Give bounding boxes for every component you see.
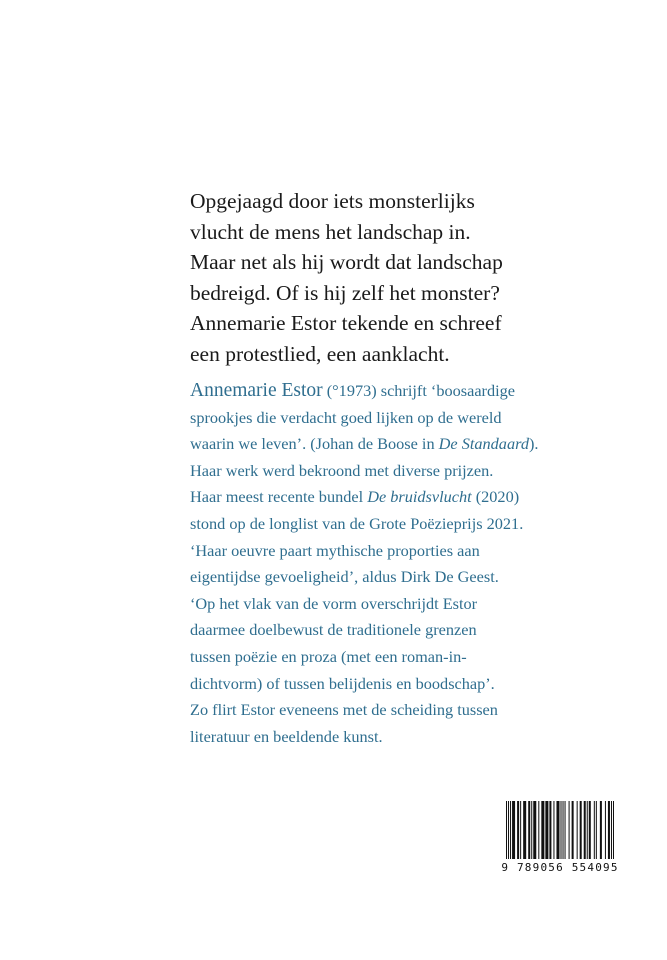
barcode-bar: [584, 801, 586, 859]
bio-line: daarmee doelbewust de traditionele grenzen: [190, 620, 477, 640]
bio-line: ‘Haar oeuvre paart mythische proporties aan: [190, 540, 480, 560]
bio-line: Zo flirt Estor eveneens met de scheiding tussen: [190, 700, 498, 720]
barcode-bar: [608, 801, 610, 859]
barcode-bar: [577, 801, 578, 859]
bio-line: eigentijdse gevoeligheid’, aldus Dirk De Geest.: [190, 567, 499, 587]
author-name: Annemarie Estor: [190, 380, 323, 401]
barcode-bar: [517, 801, 519, 859]
book-title: De bruidsvlucht: [367, 487, 472, 507]
bio-line: literatuur en beeldende kunst.: [190, 726, 383, 746]
barcode-bar: [523, 801, 526, 859]
bio-text: (2020): [471, 487, 520, 507]
intro-line: een protestlied, een aanklacht.: [190, 341, 450, 366]
bio-text: waarin we leven’. (Johan de Boose in: [190, 434, 439, 454]
barcode-bar: [613, 801, 614, 859]
intro-line: Opgejaagd door iets monsterlijks: [190, 189, 475, 213]
intro-line: Maar net als hij wordt dat landschap: [190, 250, 503, 274]
barcode-bar: [600, 801, 602, 859]
barcode-bar: [587, 801, 588, 859]
intro-paragraph: [190, 186, 570, 369]
barcode-bar: [549, 801, 551, 859]
barcode-bar: [561, 801, 562, 859]
barcode-bar: [589, 801, 591, 859]
bio-text: ).: [528, 434, 539, 454]
bio-line: ‘Op het vlak van de vorm overschrijdt Estor: [190, 593, 478, 613]
intro-line: Annemarie Estor tekende en schreef: [190, 311, 502, 335]
barcode-bar: [545, 801, 548, 859]
bio-line: Haar werk werd bekroond met diverse prijzen.: [190, 460, 494, 480]
barcode-bar: [531, 801, 532, 859]
barcode-bar: [594, 801, 595, 859]
barcode-bar: [605, 801, 606, 859]
isbn-barcode: [500, 795, 620, 880]
barcode-bar: [596, 801, 597, 859]
bio-line: [190, 378, 630, 405]
bio-text: Haar meest recente bundel: [190, 487, 368, 507]
bio-line: tussen poëzie en proza (met een roman-in-: [190, 646, 467, 666]
bio-line: sprookjes die verdacht goed lijken op de wereld: [190, 407, 502, 427]
isbn-number: 9 789056 554095: [501, 861, 619, 874]
bio-line: [190, 431, 630, 458]
barcode-bar: [512, 801, 515, 859]
newspaper-title: De Standaard: [438, 434, 529, 454]
intro-line: bedreigd. Of is hij zelf het monster?: [190, 280, 500, 305]
bio-text: (°1973) schrijft ‘boosaardige: [322, 381, 516, 400]
barcode-bar: [508, 801, 509, 859]
barcode-bar: [553, 801, 554, 859]
barcode-bar: [572, 801, 574, 859]
barcode-bar: [533, 801, 536, 859]
barcode-bar: [563, 801, 564, 859]
barcode-bar: [541, 801, 544, 859]
bio-line: dichtvorm) of tussen belijdenis en boodschap’.: [190, 673, 495, 693]
barcode-bar: [565, 801, 566, 859]
barcode-bar: [538, 801, 539, 859]
intro-line: vlucht de mens het landschap in.: [190, 219, 471, 244]
barcode-bar: [510, 801, 511, 859]
barcode-bar: [580, 801, 582, 859]
author-bio: [190, 378, 630, 750]
barcode-bars: [506, 801, 614, 859]
bio-line: [190, 484, 630, 511]
barcode-bar: [528, 801, 530, 859]
barcode-bar: [611, 801, 612, 859]
barcode-bar: [569, 801, 570, 859]
bio-line: stond op de longlist van de Grote Poëzieprijs 2021.: [190, 513, 524, 533]
barcode-bar: [556, 801, 559, 859]
barcode-bar: [520, 801, 521, 859]
barcode-bar: [506, 801, 507, 859]
